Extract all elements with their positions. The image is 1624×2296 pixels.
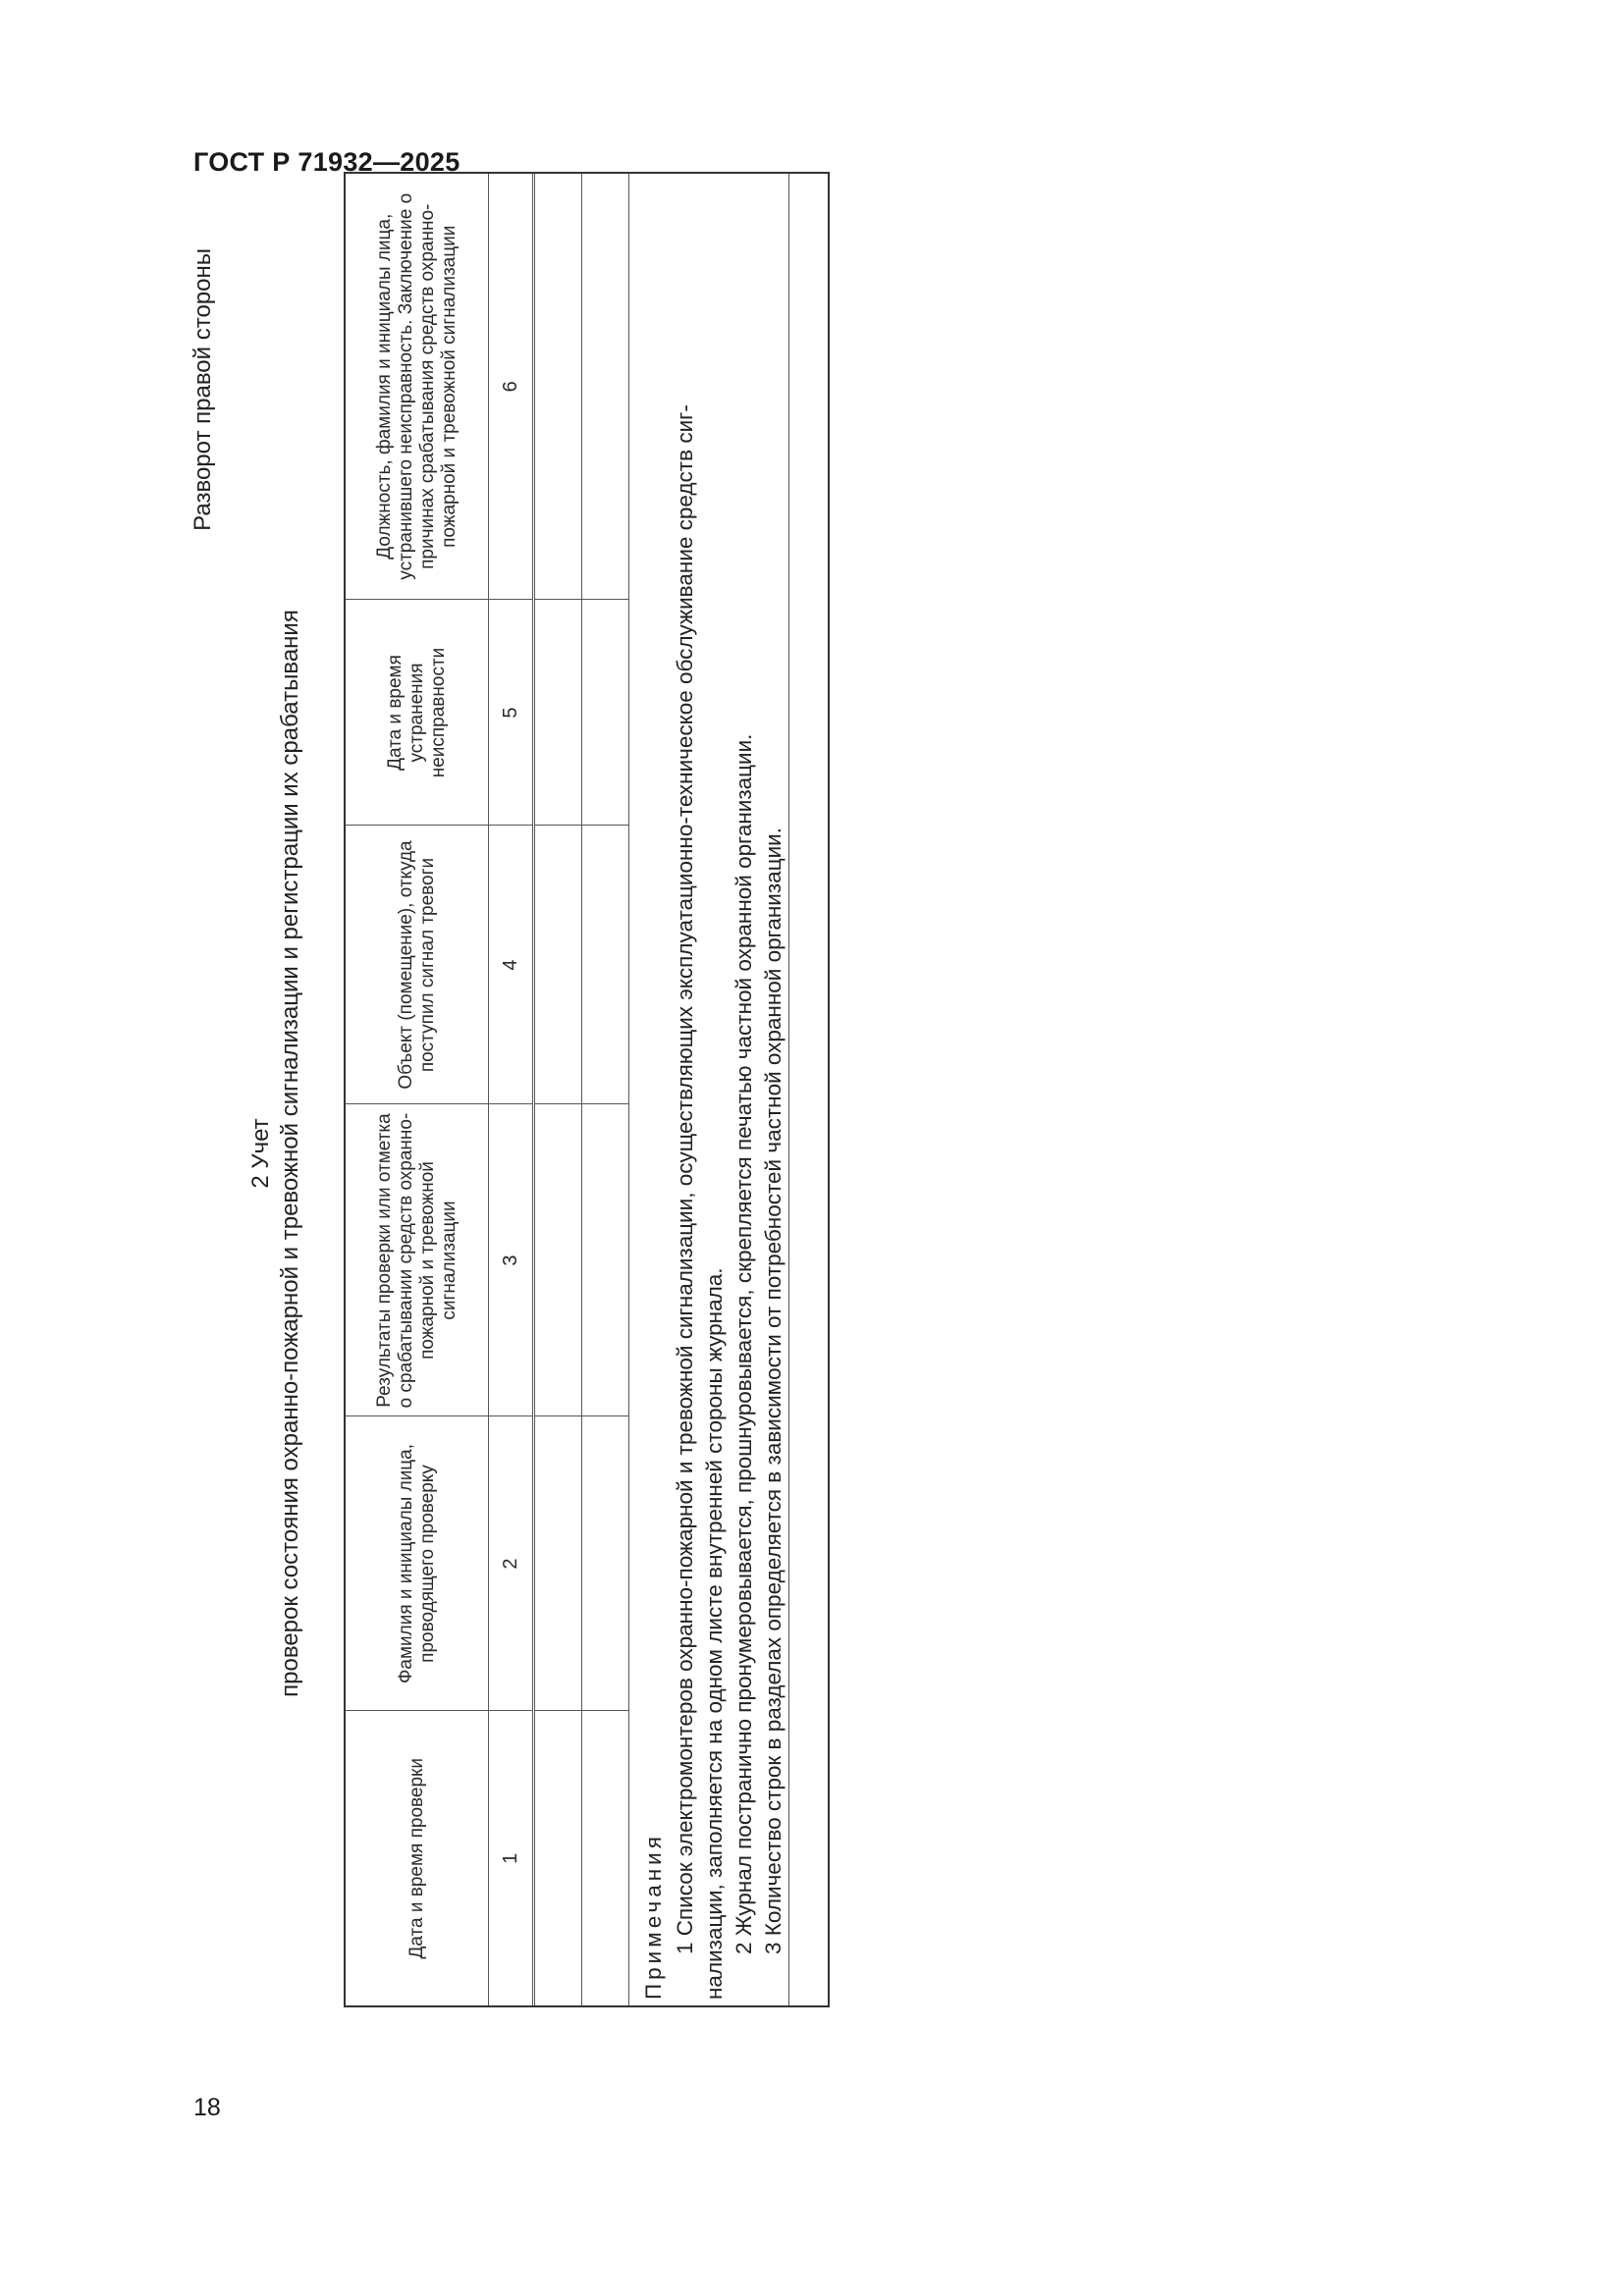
note-item: 2 Журнал постранично пронумеровывается, прошнуровывается, скрепляется печатью частной охранной организации.: [731, 733, 756, 1954]
column-number: 6: [489, 174, 534, 600]
column-header: Объект (помещение), откуда поступил сигнал тревоги: [346, 826, 489, 1104]
note-item: 3 Количество строк в разделах определяется в зависимости от потребностей частной охранной организации.: [761, 828, 785, 1954]
notes-title: Примечания: [641, 1833, 666, 2000]
table-header-row: [346, 174, 489, 2005]
column-header: Фамилия и инициалы лица, проводящего проверку: [346, 1416, 489, 1711]
column-header: Должность, фамилия и инициалы лица, устранившего неисправность. Заключение о причинах срабатывания средств охранно-пожарной и тревожной сигнализации: [346, 174, 489, 600]
table-cell: [534, 1711, 582, 2005]
table-cell: [534, 826, 582, 1104]
column-header: Дата и время проверки: [346, 1711, 489, 2005]
column-header: Дата и время устранения неисправности: [346, 600, 489, 826]
table-cell: [534, 1104, 582, 1416]
column-number: 2: [489, 1416, 534, 1711]
column-number: 3: [489, 1104, 534, 1416]
table-cell: [534, 600, 582, 826]
spread-label: Разворот правой стороны: [189, 248, 216, 531]
note-item: 1 Список электромонтеров охранно-пожарной и тревожной сигнализации, осуществляющих эксплуатационно-техническое обслуживание средств сиг-: [673, 404, 697, 1954]
section-title-number: 2 Учет: [247, 1118, 274, 1189]
notes-cell: [629, 174, 789, 2005]
rotated-journal-form: [182, 192, 849, 2086]
journal-table-frame: [344, 172, 830, 2007]
table-cell: [582, 1416, 629, 1711]
page-number: 18: [193, 2094, 221, 2121]
note-item: нализации, заполняется на одном листе внутренней стороны журнала.: [702, 1267, 727, 2000]
notes-row: [629, 174, 789, 2005]
table-cell: [534, 174, 582, 600]
column-number: 5: [489, 600, 534, 826]
table-cell: [582, 826, 629, 1104]
notes-block: [629, 174, 788, 2005]
table-cell: [534, 1416, 582, 1711]
column-number-row: [489, 174, 534, 2005]
table-cell: [582, 1711, 629, 2005]
document-standard-code: ГОСТ Р 71932—2025: [193, 147, 460, 177]
section-title: [246, 221, 305, 2086]
column-number: 4: [489, 826, 534, 1104]
journal-table: [346, 174, 789, 2005]
table-row: [534, 174, 582, 2005]
table-cell: [582, 1104, 629, 1416]
column-header: Результаты проверки или отметка о срабатывании средств охранно-пожарной и тревожной сигнализации: [346, 1104, 489, 1416]
section-title-text: проверок состояния охранно-пожарной и тревожной сигнализации и регистрации их срабатывания: [277, 610, 303, 1697]
table-cell: [582, 174, 629, 600]
table-cell: [582, 600, 629, 826]
column-number: 1: [489, 1711, 534, 2005]
table-row: [582, 174, 629, 2005]
